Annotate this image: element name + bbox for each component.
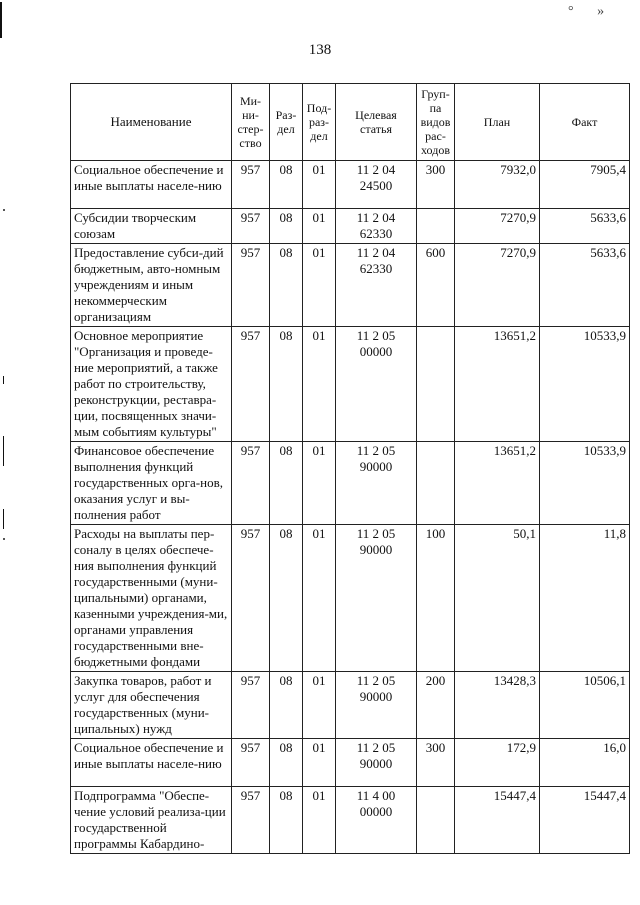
row-expense-group: 600 — [417, 244, 455, 327]
row-subsection: 01 — [303, 442, 336, 525]
header-ministry: Ми- ни- стер- ство — [232, 84, 270, 161]
row-subsection: 01 — [303, 787, 336, 854]
row-plan: 7270,9 — [455, 209, 540, 244]
row-plan: 15447,4 — [455, 787, 540, 854]
header-plan: План — [455, 84, 540, 161]
row-target: 11 2 05 90000 — [336, 739, 417, 787]
row-name: Подпрограмма "Обеспе-чение условий реализа-ции государственной программы Кабардино- — [71, 787, 232, 854]
table-row — [71, 161, 630, 209]
row-fact: 10533,9 — [540, 327, 630, 442]
table-row — [71, 787, 630, 854]
row-section: 08 — [270, 161, 303, 209]
row-subsection: 01 — [303, 161, 336, 209]
row-fact: 11,8 — [540, 525, 630, 672]
row-subsection: 01 — [303, 244, 336, 327]
row-fact: 5633,6 — [540, 244, 630, 327]
row-fact: 16,0 — [540, 739, 630, 787]
row-expense-group: 100 — [417, 525, 455, 672]
row-subsection: 01 — [303, 209, 336, 244]
row-name: Социальное обеспечение и иные выплаты населе-нию — [71, 161, 232, 209]
row-expense-group: 300 — [417, 161, 455, 209]
row-subsection: 01 — [303, 525, 336, 672]
row-ministry: 957 — [232, 442, 270, 525]
row-section: 08 — [270, 525, 303, 672]
row-subsection: 01 — [303, 327, 336, 442]
row-ministry: 957 — [232, 209, 270, 244]
row-plan: 7932,0 — [455, 161, 540, 209]
row-section: 08 — [270, 209, 303, 244]
row-ministry: 957 — [232, 327, 270, 442]
row-plan: 50,1 — [455, 525, 540, 672]
row-fact: 15447,4 — [540, 787, 630, 854]
left-margin-tick — [3, 376, 4, 384]
row-expense-group — [417, 442, 455, 525]
row-plan: 172,9 — [455, 739, 540, 787]
row-plan: 13651,2 — [455, 442, 540, 525]
left-margin-bar — [0, 2, 2, 38]
row-subsection: 01 — [303, 672, 336, 739]
row-name: Расходы на выплаты пер-соналу в целях обеспече-ния выполнения функций государственными (муни-ципальными) органами, казенными учреждения-ми, органами управления государственными вне-бюджетными фондами — [71, 525, 232, 672]
row-expense-group — [417, 327, 455, 442]
row-plan: 13428,3 — [455, 672, 540, 739]
row-target: 11 2 04 24500 — [336, 161, 417, 209]
row-name: Основное мероприятие "Организация и проведе-ние мероприятий, а также работ по строительству, реконструкции, реставра-ции, посвященных значи-мым событиям культуры" — [71, 327, 232, 442]
row-target: 11 2 05 90000 — [336, 525, 417, 672]
left-margin-tick — [3, 509, 4, 529]
header-fact: Факт — [540, 84, 630, 161]
row-fact: 10506,1 — [540, 672, 630, 739]
row-ministry: 957 — [232, 244, 270, 327]
row-ministry: 957 — [232, 672, 270, 739]
row-subsection: 01 — [303, 739, 336, 787]
row-plan: 13651,2 — [455, 327, 540, 442]
row-ministry: 957 — [232, 161, 270, 209]
row-section: 08 — [270, 739, 303, 787]
row-section: 08 — [270, 327, 303, 442]
header-target-article: Целевая статья — [336, 84, 417, 161]
table-row — [71, 672, 630, 739]
budget-table — [70, 83, 630, 854]
row-target: 11 2 05 90000 — [336, 442, 417, 525]
row-target: 11 2 04 62330 — [336, 209, 417, 244]
row-expense-group — [417, 209, 455, 244]
header-expense-group: Груп- па видов рас- ходов — [417, 84, 455, 161]
left-margin-tick — [3, 436, 4, 466]
row-name: Субсидии творческим союзам — [71, 209, 232, 244]
row-target: 11 2 05 00000 — [336, 327, 417, 442]
scan-dot — [3, 538, 5, 540]
row-section: 08 — [270, 442, 303, 525]
row-target: 11 4 00 00000 — [336, 787, 417, 854]
page-number: 138 — [308, 42, 332, 58]
row-expense-group: 300 — [417, 739, 455, 787]
row-target: 11 2 04 62330 — [336, 244, 417, 327]
row-fact: 5633,6 — [540, 209, 630, 244]
table-row — [71, 244, 630, 327]
table-row — [71, 739, 630, 787]
row-target: 11 2 05 90000 — [336, 672, 417, 739]
row-section: 08 — [270, 244, 303, 327]
table-row — [71, 525, 630, 672]
header-name: Наименование — [71, 84, 232, 161]
row-ministry: 957 — [232, 525, 270, 672]
header-subsection: Под- раз- дел — [303, 84, 336, 161]
scan-corner-mark: ° » — [568, 4, 615, 19]
row-fact: 10533,9 — [540, 442, 630, 525]
row-ministry: 957 — [232, 787, 270, 854]
row-section: 08 — [270, 787, 303, 854]
table-header-row — [71, 84, 630, 161]
row-name: Социальное обеспечение и иные выплаты населе-нию — [71, 739, 232, 787]
row-fact: 7905,4 — [540, 161, 630, 209]
row-expense-group — [417, 787, 455, 854]
table-row — [71, 327, 630, 442]
row-name: Предоставление субси-дий бюджетным, авто-номным учреждениям и иным некоммерческим организациям — [71, 244, 232, 327]
table-row — [71, 442, 630, 525]
row-plan: 7270,9 — [455, 244, 540, 327]
row-section: 08 — [270, 672, 303, 739]
row-name: Финансовое обеспечение выполнения функций государственных орга-нов, оказания услуг и вы-полнения работ — [71, 442, 232, 525]
row-name: Закупка товаров, работ и услуг для обеспечения государственных (муни-ципальных) нужд — [71, 672, 232, 739]
row-ministry: 957 — [232, 739, 270, 787]
table-row — [71, 209, 630, 244]
header-section: Раз- дел — [270, 84, 303, 161]
row-expense-group: 200 — [417, 672, 455, 739]
scan-dot — [3, 209, 5, 211]
